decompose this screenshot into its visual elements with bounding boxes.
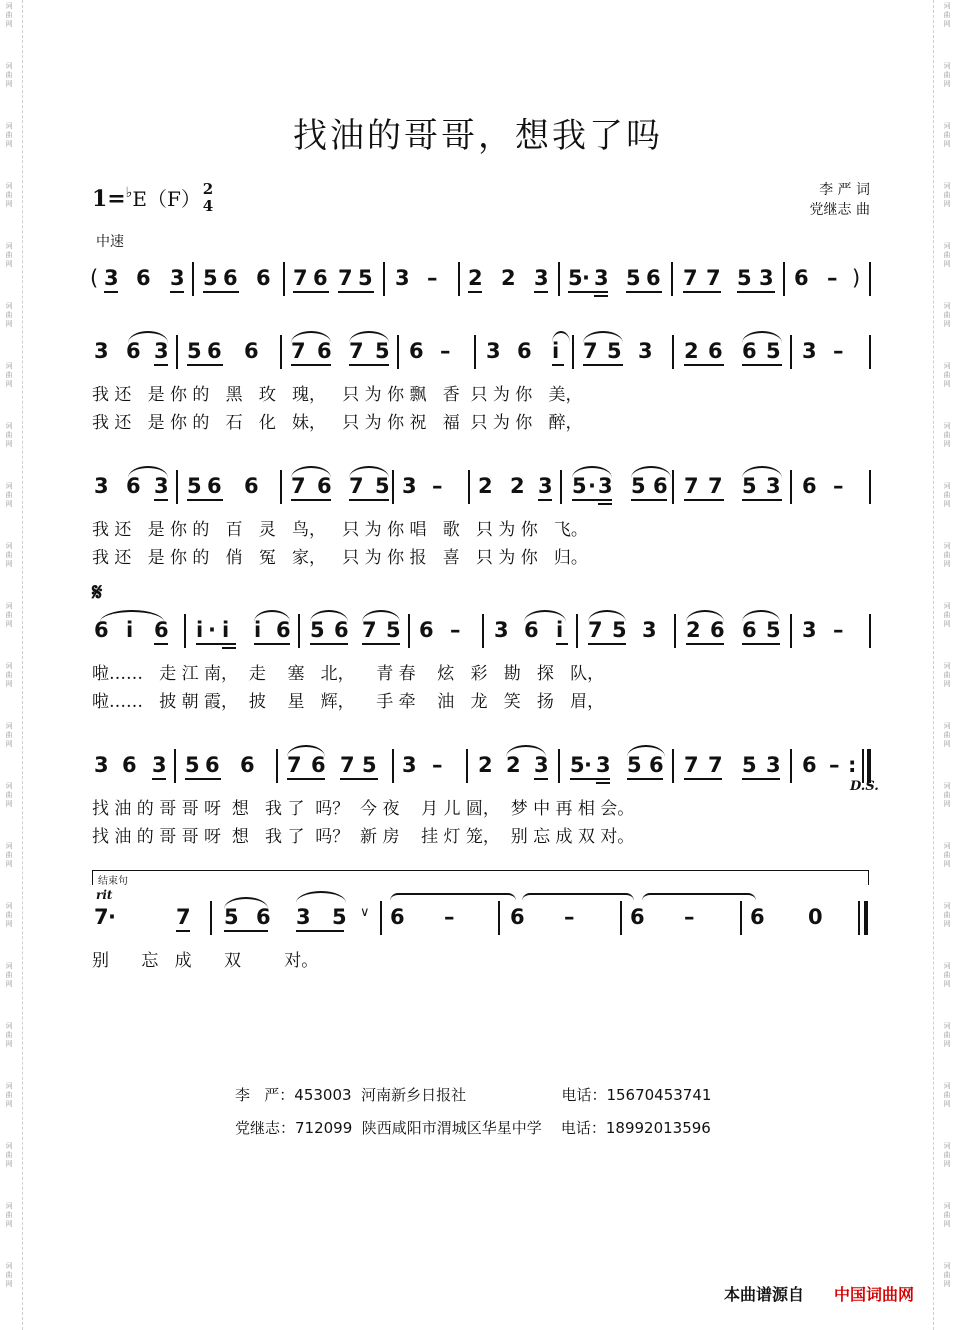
notes-refrain: 3 6 3 5 6 6 7 6 7 5 3 – 2 2 3 5 · 3 5 6 7 7 5 3 6 – :	[94, 753, 857, 777]
watermark-text: 词 曲 网	[5, 662, 13, 688]
ending-bracket	[92, 870, 869, 885]
lyricist: 李 严 词	[819, 182, 870, 198]
lyric-line-1b: 我 还 是 你 的 石 化 妹， 只 为 你 祝 福 只 为 你 醉，	[92, 413, 583, 433]
staff-refrain	[86, 753, 872, 785]
watermark-text: 词 曲 网	[943, 902, 951, 928]
time-sig-top: 2	[202, 180, 214, 198]
key-note: E（F）	[132, 187, 201, 211]
credits	[810, 180, 870, 220]
source-label: 本曲谱源自	[724, 1285, 805, 1304]
watermark-text: 词 曲 网	[943, 2, 951, 28]
staff-verse-1	[86, 339, 872, 371]
watermark-text: 词 曲 网	[5, 422, 13, 448]
segno-sign: 𝄋	[92, 578, 103, 606]
notes-intro: ( 3 6 3 5 6 6 7 6 7 5 3 – 2 2 3 5 · 3 5 6 7 7 5 3 6 – )	[90, 266, 861, 290]
staff-ending	[86, 905, 872, 937]
watermark-text: 词 曲 网	[5, 782, 13, 808]
composer: 党继志 曲	[809, 202, 870, 218]
watermark-text: 词 曲 网	[5, 482, 13, 508]
watermark-text: 词 曲 网	[943, 1202, 951, 1228]
key-one: 1=	[92, 186, 126, 212]
watermark-text: 词 曲 网	[943, 1262, 951, 1288]
watermark-text: 词 曲 网	[5, 962, 13, 988]
watermark-text: 词 曲 网	[943, 602, 951, 628]
watermark-text: 词 曲 网	[943, 542, 951, 568]
lyric-line-3a: 啦…… 走 江 南， 走 塞 北， 青 春 炫 彩 勘 探 队，	[92, 664, 605, 684]
watermark-text: 词 曲 网	[943, 722, 951, 748]
lyric-line-ending: 别 忘 成 双 对。	[92, 951, 319, 971]
notes-chorus: 6 i 6 i · i i 6 5 6 7 5 6 – 3 6 i 7 5 3 2 6 6 5 3 –	[94, 618, 844, 642]
watermark-text: 词 曲 网	[943, 782, 951, 808]
watermark-text: 词 曲 网	[5, 182, 13, 208]
watermark-text: 词 曲 网	[5, 722, 13, 748]
watermark-text: 词 曲 网	[5, 362, 13, 388]
time-sig-bottom: 4	[202, 197, 214, 215]
watermark-text: 词 曲 网	[5, 1022, 13, 1048]
watermark-text: 词 曲 网	[5, 542, 13, 568]
lyric-line-2a: 我 还 是 你 的 百 灵 鸟， 只 为 你 唱 歌 只 为 你 飞。	[92, 520, 588, 540]
watermark-text: 词 曲 网	[5, 242, 13, 268]
notes-ending: 7 · 7 5 6 3 5 ∨ 6 – 6 – 6 – 6 0	[94, 905, 823, 929]
staff-chorus	[86, 618, 872, 650]
lyric-line-3b: 啦…… 披 朝 霞， 披 星 辉， 手 牵 油 龙 笑 扬 眉，	[92, 692, 605, 712]
watermark-text: 词 曲 网	[943, 842, 951, 868]
song-title: 找油的哥哥，想我了吗	[293, 116, 663, 156]
time-signature	[200, 181, 216, 215]
ending-label: 结束句	[98, 876, 128, 887]
watermark-text: 词 曲 网	[5, 902, 13, 928]
watermark-text: 词 曲 网	[943, 962, 951, 988]
watermark-text: 词 曲 网	[5, 2, 13, 28]
watermark-text: 词 曲 网	[5, 1082, 13, 1108]
contact-lyricist: 李 严：453003 河南新乡日报社 电话：15670453741	[235, 1086, 712, 1104]
watermark-text: 词 曲 网	[943, 362, 951, 388]
watermark-text: 词 曲 网	[943, 422, 951, 448]
watermark-text: 词 曲 网	[5, 1262, 13, 1288]
ds-marking: D.S.	[850, 779, 879, 794]
watermark-text: 词 曲 网	[943, 242, 951, 268]
watermark-text: 词 曲 网	[943, 662, 951, 688]
watermark-text: 词 曲 网	[943, 62, 951, 88]
lyric-line-2b: 我 还 是 你 的 俏 冤 家， 只 为 你 报 喜 只 为 你 归。	[92, 548, 588, 568]
lyric-line-4b: 找 油 的 哥 哥 呀 想 我 了 吗？ 新 房 挂 灯 笼， 别 忘 成 双 对。	[92, 827, 635, 847]
watermark-text: 词 曲 网	[943, 1142, 951, 1168]
tempo-marking: 中速	[96, 234, 124, 250]
watermark-text: 词 曲 网	[943, 302, 951, 328]
key-signature	[92, 183, 201, 212]
watermark-text: 词 曲 网	[5, 842, 13, 868]
watermark-text: 词 曲 网	[943, 122, 951, 148]
staff-intro	[86, 266, 872, 298]
contact-composer: 党继志：712099 陕西咸阳市渭城区华星中学 电话：18992013596	[235, 1119, 711, 1137]
rit-marking: rit	[96, 888, 113, 902]
watermark-text: 词 曲 网	[5, 1142, 13, 1168]
watermark-text: 词 曲 网	[943, 1082, 951, 1108]
staff-verse-2	[86, 474, 872, 506]
notes-verse-2: 3 6 3 5 6 6 7 6 7 5 3 – 2 2 3 5 · 3 5 6 7 7 5 3 6 –	[94, 474, 844, 498]
watermark-text: 词 曲 网	[5, 122, 13, 148]
watermark-text: 词 曲 网	[5, 62, 13, 88]
flat-sign: ♭	[125, 185, 133, 201]
watermark-text: 词 曲 网	[943, 182, 951, 208]
lyric-line-1a: 我 还 是 你 的 黑 玫 瑰， 只 为 你 飘 香 只 为 你 美，	[92, 385, 583, 405]
watermark-text: 词 曲 网	[943, 1022, 951, 1048]
watermark-text: 词 曲 网	[943, 482, 951, 508]
notes-verse-1: 3 6 3 5 6 6 7 6 7 5 6 – 3 6 i 7 5 3 2 6 6 5 3 –	[94, 339, 844, 363]
source-site-link[interactable]: 中国词曲网	[834, 1285, 915, 1304]
watermark-text: 词 曲 网	[5, 602, 13, 628]
watermark-text: 词 曲 网	[5, 1202, 13, 1228]
watermark-text: 词 曲 网	[5, 302, 13, 328]
lyric-line-4a: 找 油 的 哥 哥 呀 想 我 了 吗？ 今 夜 月 儿 圆， 梦 中 再 相 会。	[92, 799, 635, 819]
